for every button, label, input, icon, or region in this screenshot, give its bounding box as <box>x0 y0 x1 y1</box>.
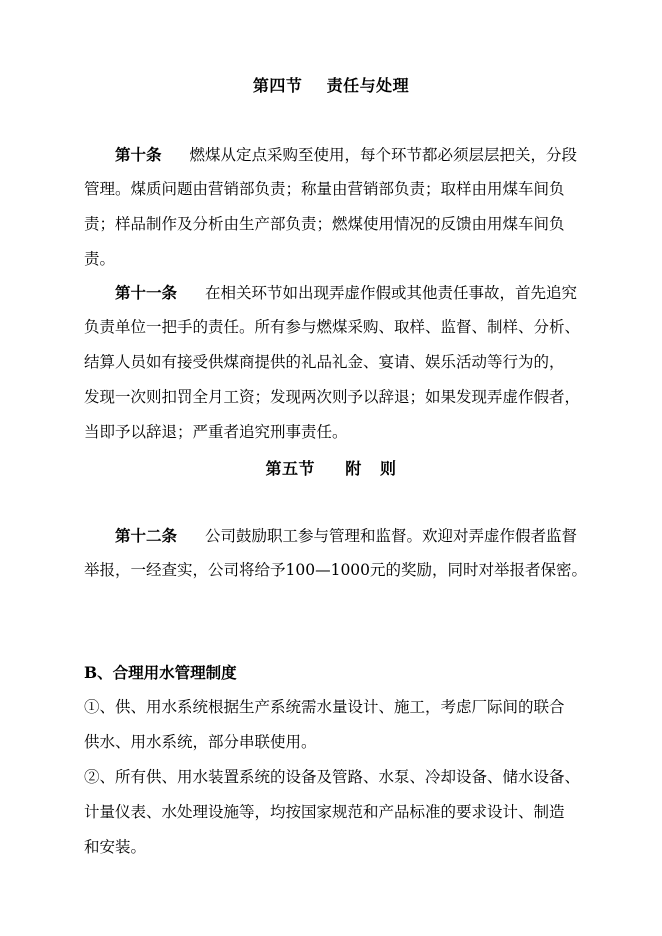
article-12 <box>84 518 588 588</box>
section-b-heading: B、合理用水管理制度 <box>84 663 237 682</box>
section-b-line-4: 计量仪表、水处理设施等，均按国家规范和产品标准的要求设计、制造 <box>84 803 565 821</box>
section-b-line-1: ①、供、用水系统根据生产系统需水量设计、施工，考虑厂际间的联合 <box>84 698 565 716</box>
section-b <box>84 655 584 865</box>
section-5-heading: 第五节 附 则 <box>265 459 397 478</box>
article-11 <box>84 275 584 450</box>
article-11-line-1: 第十一条 在相关环节如出现弄虚作假或其他责任事故，首先追究 <box>84 275 584 310</box>
article-10-line-1: 第十条 燃煤从定点采购至使用，每个环节都必须层层把关，分段 <box>84 137 584 172</box>
article-10-line-2: 管理。煤质问题由营销部负责；称量由营销部负责；取样由用煤车间负 <box>84 180 565 198</box>
article-12-label: 第十二条 <box>115 526 178 545</box>
article-11-label: 第十一条 <box>115 283 178 302</box>
article-11-line-2: 负责单位一把手的责任。所有参与燃煤采购、取样、监督、制样、分析、 <box>84 318 581 336</box>
article-10-label: 第十条 <box>115 145 162 164</box>
article-11-line-5: 当即予以辞退；严重者追究刑事责任。 <box>84 423 348 441</box>
article-10-line-4: 责。 <box>84 250 116 268</box>
section-b-line-5: 和安装。 <box>84 838 147 856</box>
article-12-line-1: 第十二条 公司鼓励职工参与管理和监督。欢迎对弄虚作假者监督 <box>84 518 584 553</box>
article-11-line-4: 发现一次则扣罚全月工资；发现两次则予以辞退；如果发现弄虚作假者， <box>84 388 581 406</box>
section-b-line-2: 供水、用水系统，部分串联使用。 <box>84 733 317 751</box>
article-12-line-2: 举报，一经查实，公司将给予100—1000元的奖励，同时对举报者保密。 <box>84 561 588 579</box>
section-b-line-3: ②、所有供、用水装置系统的设备及管路、水泵、冷却设备、储水设备、 <box>84 768 581 786</box>
article-10-line-3: 责；样品制作及分析由生产部负责；燃煤使用情况的反馈由用煤车间负 <box>84 215 565 233</box>
article-11-line-3: 结算人员如有接受供煤商提供的礼品礼金、宴请、娱乐活动等行为的， <box>84 353 565 371</box>
article-10 <box>84 137 584 277</box>
section-4-heading: 第四节 责任与处理 <box>252 76 410 95</box>
